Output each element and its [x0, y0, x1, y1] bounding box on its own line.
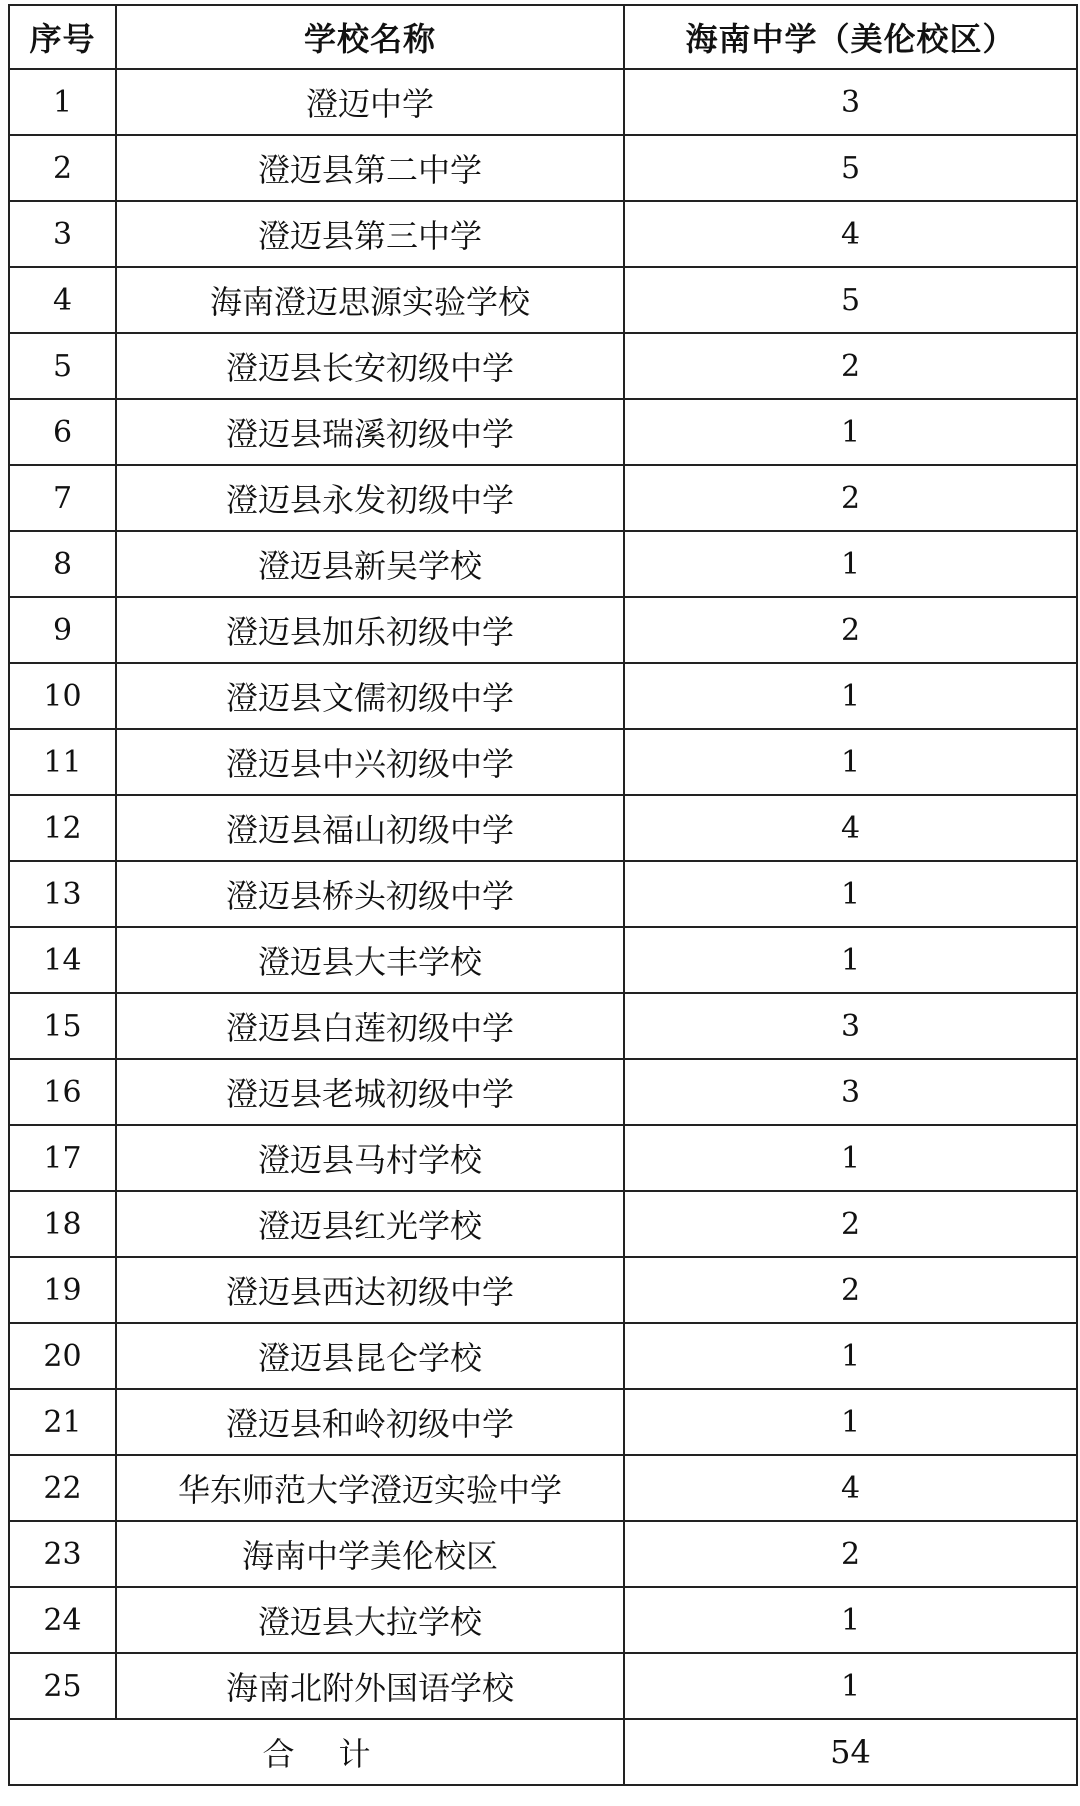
table-row — [9, 663, 1077, 729]
table-row — [9, 1125, 1077, 1191]
table-row — [9, 69, 1077, 135]
row-index-cell: 24 — [9, 1587, 116, 1653]
row-index-cell: 23 — [9, 1521, 116, 1587]
row-count-cell: 2 — [624, 465, 1077, 531]
table-row — [9, 135, 1077, 201]
table-header-row — [9, 5, 1077, 69]
row-index-cell: 3 — [9, 201, 116, 267]
row-school-name-cell: 华东师范大学澄迈实验中学 — [116, 1455, 624, 1521]
row-count-cell: 1 — [624, 531, 1077, 597]
table-row — [9, 795, 1077, 861]
row-index-cell: 20 — [9, 1323, 116, 1389]
row-count-cell: 3 — [624, 993, 1077, 1059]
row-school-name-cell: 澄迈县长安初级中学 — [116, 333, 624, 399]
row-index-cell: 14 — [9, 927, 116, 993]
row-count-cell: 1 — [624, 399, 1077, 465]
row-school-name-cell: 澄迈中学 — [116, 69, 624, 135]
table-row — [9, 1587, 1077, 1653]
row-index-cell: 4 — [9, 267, 116, 333]
table-row — [9, 729, 1077, 795]
header-school-name: 学校名称 — [116, 5, 624, 69]
row-school-name-cell: 澄迈县永发初级中学 — [116, 465, 624, 531]
row-school-name-cell: 澄迈县加乐初级中学 — [116, 597, 624, 663]
row-school-name-cell: 澄迈县白莲初级中学 — [116, 993, 624, 1059]
row-school-name-cell: 澄迈县西达初级中学 — [116, 1257, 624, 1323]
row-school-name-cell: 澄迈县桥头初级中学 — [116, 861, 624, 927]
row-index-cell: 8 — [9, 531, 116, 597]
row-school-name-cell: 海南中学美伦校区 — [116, 1521, 624, 1587]
row-count-cell: 2 — [624, 333, 1077, 399]
table-body — [9, 69, 1077, 1719]
row-school-name-cell: 海南北附外国语学校 — [116, 1653, 624, 1719]
row-index-cell: 7 — [9, 465, 116, 531]
row-count-cell: 4 — [624, 201, 1077, 267]
row-count-cell: 4 — [624, 1455, 1077, 1521]
row-count-cell: 1 — [624, 1389, 1077, 1455]
row-school-name-cell: 澄迈县第二中学 — [116, 135, 624, 201]
row-count-cell: 2 — [624, 1257, 1077, 1323]
row-count-cell: 3 — [624, 1059, 1077, 1125]
row-count-cell: 1 — [624, 861, 1077, 927]
table-row — [9, 1191, 1077, 1257]
table-row — [9, 201, 1077, 267]
table-row — [9, 1257, 1077, 1323]
row-count-cell: 2 — [624, 597, 1077, 663]
row-index-cell: 11 — [9, 729, 116, 795]
row-count-cell: 4 — [624, 795, 1077, 861]
row-index-cell: 25 — [9, 1653, 116, 1719]
table-row — [9, 1653, 1077, 1719]
school-quota-table — [8, 4, 1078, 1786]
table-row — [9, 1323, 1077, 1389]
row-index-cell: 9 — [9, 597, 116, 663]
table-row — [9, 465, 1077, 531]
row-school-name-cell: 海南澄迈思源实验学校 — [116, 267, 624, 333]
table-row — [9, 1389, 1077, 1455]
row-school-name-cell: 澄迈县瑞溪初级中学 — [116, 399, 624, 465]
row-count-cell: 1 — [624, 663, 1077, 729]
row-school-name-cell: 澄迈县大丰学校 — [116, 927, 624, 993]
row-index-cell: 1 — [9, 69, 116, 135]
table-row — [9, 1455, 1077, 1521]
row-school-name-cell: 澄迈县第三中学 — [116, 201, 624, 267]
total-row — [9, 1719, 1077, 1785]
row-index-cell: 13 — [9, 861, 116, 927]
table-row — [9, 597, 1077, 663]
total-value: 54 — [624, 1719, 1077, 1785]
table-row — [9, 399, 1077, 465]
row-index-cell: 10 — [9, 663, 116, 729]
row-count-cell: 2 — [624, 1521, 1077, 1587]
table-row — [9, 531, 1077, 597]
allocation-table-sheet — [8, 4, 1076, 1786]
row-count-cell: 1 — [624, 1125, 1077, 1191]
row-count-cell: 1 — [624, 1323, 1077, 1389]
row-count-cell: 5 — [624, 135, 1077, 201]
row-index-cell: 22 — [9, 1455, 116, 1521]
row-school-name-cell: 澄迈县马村学校 — [116, 1125, 624, 1191]
row-count-cell: 1 — [624, 927, 1077, 993]
header-hainan-middle-school-meilun: 海南中学（美伦校区） — [624, 5, 1077, 69]
row-index-cell: 19 — [9, 1257, 116, 1323]
row-index-cell: 2 — [9, 135, 116, 201]
row-school-name-cell: 澄迈县中兴初级中学 — [116, 729, 624, 795]
table-row — [9, 927, 1077, 993]
row-index-cell: 12 — [9, 795, 116, 861]
row-school-name-cell: 澄迈县和岭初级中学 — [116, 1389, 624, 1455]
row-count-cell: 1 — [624, 729, 1077, 795]
row-index-cell: 16 — [9, 1059, 116, 1125]
row-count-cell: 3 — [624, 69, 1077, 135]
row-count-cell: 1 — [624, 1653, 1077, 1719]
row-school-name-cell: 澄迈县红光学校 — [116, 1191, 624, 1257]
row-index-cell: 18 — [9, 1191, 116, 1257]
table-row — [9, 267, 1077, 333]
table-row — [9, 333, 1077, 399]
row-school-name-cell: 澄迈县昆仑学校 — [116, 1323, 624, 1389]
row-school-name-cell: 澄迈县大拉学校 — [116, 1587, 624, 1653]
row-school-name-cell: 澄迈县新吴学校 — [116, 531, 624, 597]
header-index: 序号 — [9, 5, 116, 69]
row-index-cell: 21 — [9, 1389, 116, 1455]
row-index-cell: 6 — [9, 399, 116, 465]
row-school-name-cell: 澄迈县老城初级中学 — [116, 1059, 624, 1125]
row-school-name-cell: 澄迈县福山初级中学 — [116, 795, 624, 861]
table-row — [9, 861, 1077, 927]
row-index-cell: 15 — [9, 993, 116, 1059]
row-count-cell: 2 — [624, 1191, 1077, 1257]
row-count-cell: 5 — [624, 267, 1077, 333]
row-count-cell: 1 — [624, 1587, 1077, 1653]
table-row — [9, 1059, 1077, 1125]
row-school-name-cell: 澄迈县文儒初级中学 — [116, 663, 624, 729]
row-index-cell: 17 — [9, 1125, 116, 1191]
row-index-cell: 5 — [9, 333, 116, 399]
table-row — [9, 1521, 1077, 1587]
table-row — [9, 993, 1077, 1059]
total-label: 合计 — [9, 1719, 624, 1785]
